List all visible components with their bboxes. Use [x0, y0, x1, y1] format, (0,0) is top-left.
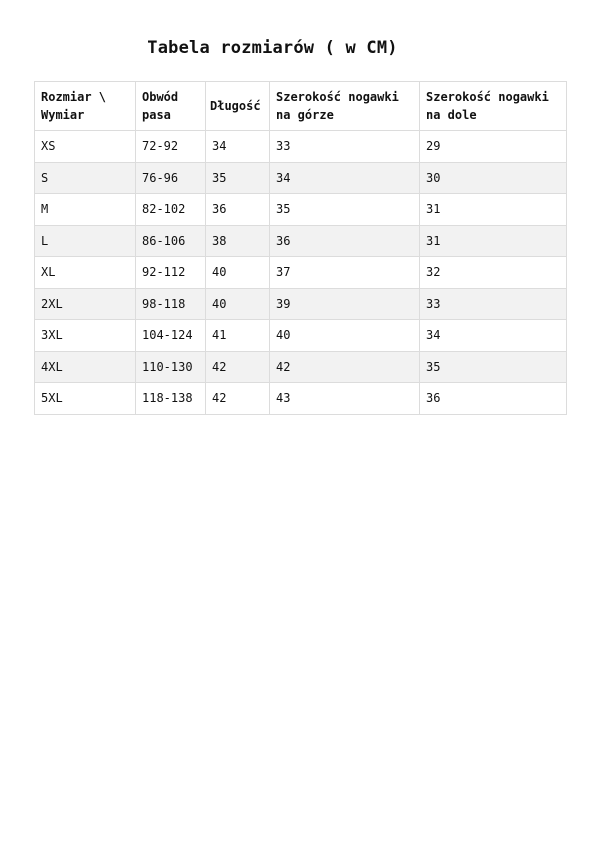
cell-leg-bottom: 36	[420, 383, 567, 415]
cell-leg-top: 39	[270, 288, 420, 320]
header-text: na dole	[426, 108, 477, 122]
header-leg-width-top	[270, 82, 420, 131]
table-row	[35, 162, 567, 194]
cell-leg-top: 35	[270, 194, 420, 226]
cell-size: M	[35, 194, 136, 226]
size-table	[34, 81, 567, 415]
table-row	[35, 383, 567, 415]
cell-length: 41	[206, 320, 270, 352]
cell-length: 36	[206, 194, 270, 226]
header-length	[206, 82, 270, 131]
cell-waist: 72-92	[136, 131, 206, 163]
table-header-row	[35, 82, 567, 131]
cell-waist: 110-130	[136, 351, 206, 383]
cell-waist: 98-118	[136, 288, 206, 320]
header-text: Obwód	[142, 90, 179, 104]
cell-leg-bottom: 34	[420, 320, 567, 352]
cell-waist: 118-138	[136, 383, 206, 415]
header-leg-width-bottom	[420, 82, 567, 131]
header-size-dimension	[35, 82, 136, 131]
table-row	[35, 320, 567, 352]
cell-leg-top: 34	[270, 162, 420, 194]
cell-waist: 92-112	[136, 257, 206, 289]
cell-leg-top: 43	[270, 383, 420, 415]
cell-length: 40	[206, 288, 270, 320]
cell-waist: 76-96	[136, 162, 206, 194]
cell-waist: 82-102	[136, 194, 206, 226]
cell-length: 42	[206, 351, 270, 383]
cell-size: L	[35, 225, 136, 257]
cell-leg-bottom: 31	[420, 225, 567, 257]
header-text: Długość	[210, 99, 261, 113]
cell-leg-top: 36	[270, 225, 420, 257]
table-row	[35, 194, 567, 226]
header-text: pasa	[142, 108, 171, 122]
cell-leg-top: 42	[270, 351, 420, 383]
header-text: Wymiar	[41, 108, 85, 122]
cell-size: XS	[35, 131, 136, 163]
header-text: na górze	[276, 108, 334, 122]
cell-length: 34	[206, 131, 270, 163]
cell-length: 40	[206, 257, 270, 289]
cell-leg-top: 37	[270, 257, 420, 289]
cell-leg-top: 40	[270, 320, 420, 352]
table-row	[35, 131, 567, 163]
header-text: Szerokość nogawki	[426, 90, 549, 104]
cell-leg-bottom: 33	[420, 288, 567, 320]
page-title: Tabela rozmiarów ( w CM)	[147, 38, 398, 58]
cell-leg-bottom: 30	[420, 162, 567, 194]
cell-size: 4XL	[35, 351, 136, 383]
cell-leg-top: 33	[270, 131, 420, 163]
cell-leg-bottom: 31	[420, 194, 567, 226]
cell-leg-bottom: 32	[420, 257, 567, 289]
cell-leg-bottom: 29	[420, 131, 567, 163]
cell-length: 42	[206, 383, 270, 415]
cell-length: 38	[206, 225, 270, 257]
cell-size: S	[35, 162, 136, 194]
cell-waist: 86-106	[136, 225, 206, 257]
table-row	[35, 225, 567, 257]
table-row	[35, 351, 567, 383]
cell-size: 3XL	[35, 320, 136, 352]
cell-waist: 104-124	[136, 320, 206, 352]
cell-length: 35	[206, 162, 270, 194]
header-text: Rozmiar \	[41, 90, 107, 104]
header-waist	[136, 82, 206, 131]
cell-size: XL	[35, 257, 136, 289]
header-text: Szerokość nogawki	[276, 90, 399, 104]
table-row	[35, 288, 567, 320]
cell-size: 5XL	[35, 383, 136, 415]
cell-leg-bottom: 35	[420, 351, 567, 383]
cell-size: 2XL	[35, 288, 136, 320]
table-row	[35, 257, 567, 289]
